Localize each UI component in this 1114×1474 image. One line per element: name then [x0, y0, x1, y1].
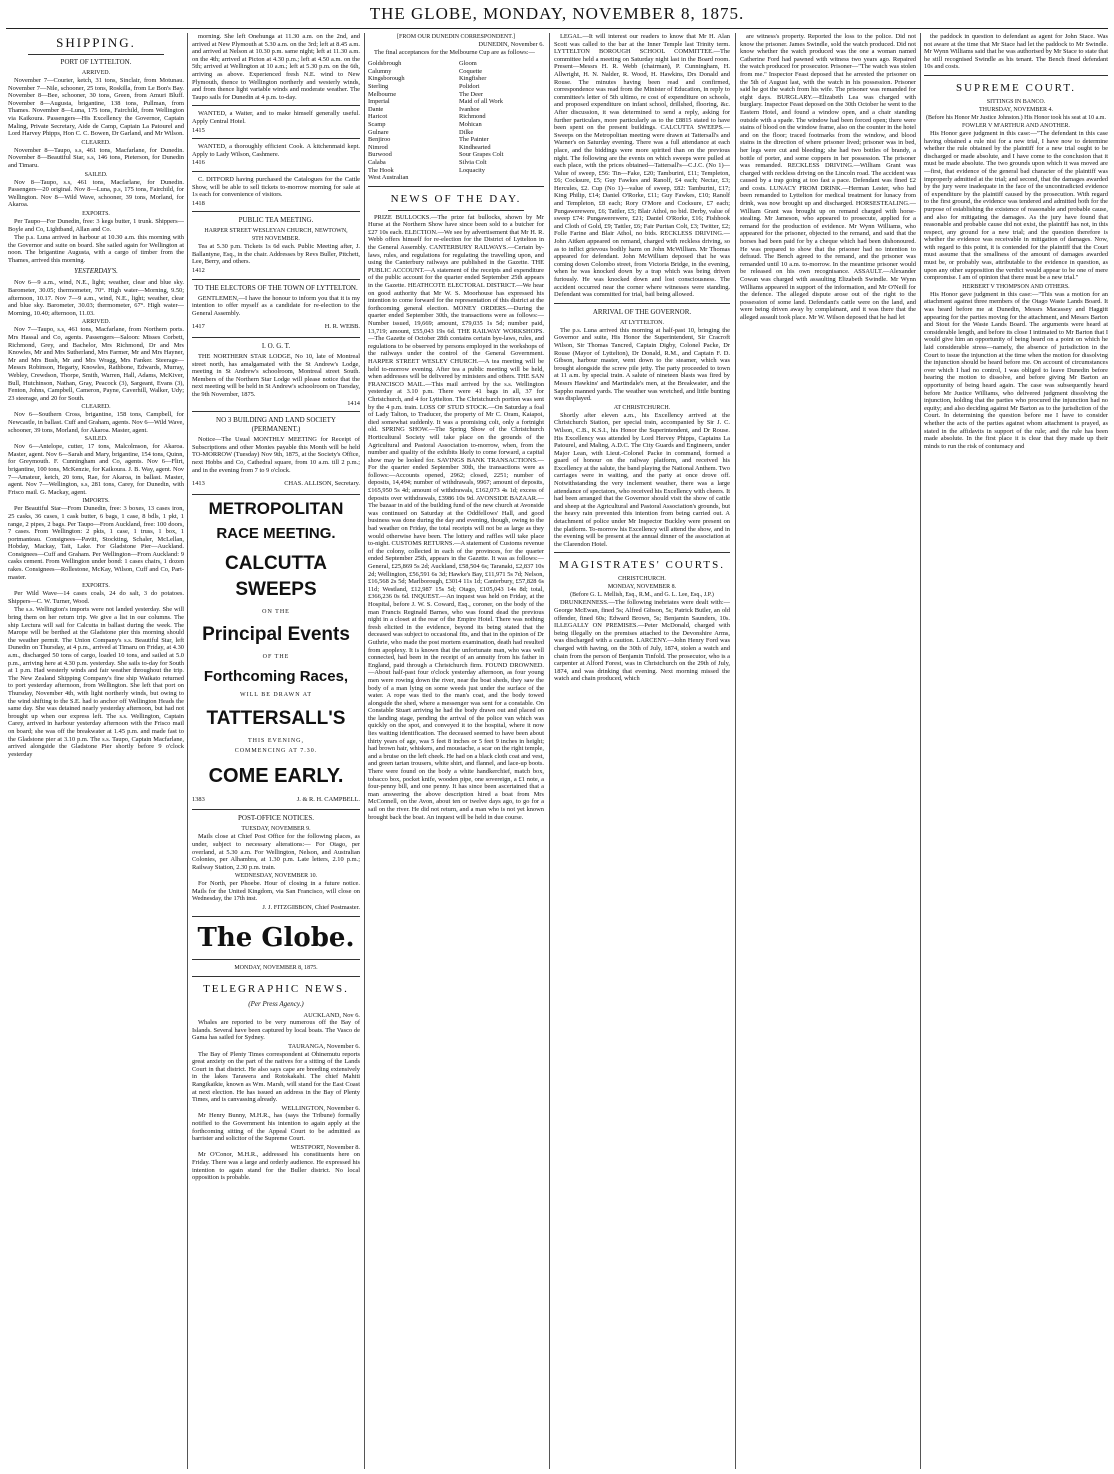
telegram-text: The Bay of Plenty Times correspondent at Ohinemutu reports great anxiety on the part of the natives for a sitting of the Lands Court in that district. He also says cape are breeding extensively in the lakes Tarawera and Rotokakahi. The chief Mahiti Rangikaikie, known as Wm. Marsh, will stand for the East Coast at next election. He has issued an address in the Bay of Plenty Times, and is canvassing already. [192, 1050, 360, 1104]
electors-signature: H. R. WEBB. [324, 323, 360, 331]
advert-ditford [192, 176, 360, 207]
sailed-heading: SAILED. [84, 171, 108, 178]
advert-number: 1414 [347, 399, 360, 407]
column-rule [920, 33, 921, 1469]
governor-text: The p.s. Luna arrived this morning at half-past 10, bringing the Governor and suite, His Honor the Superintendent, Sir Cracroft Wilson, Sir Thomas Tancred, Captain Digby, Colonel Packe, Dr Rouse (Mayor of Lyttelton), Dr Donald, R.M., and Captain F. D. Gibson, harbour master, went down to the steamer, which was brought alongside the screw pile jetty. The party proceeded to town at 11 a.m. by special train. A salute of nineteen blasts was fired by Messrs Hawkins' and Martindale's men, at the Breakwater, and the Sappho manned yards. The weather was wretched, and little bunting was displayed. [554, 326, 730, 403]
race-advert-line: COME EARLY. [208, 764, 344, 787]
magistrates-heading: MAGISTRATES' COURTS. [558, 559, 725, 572]
column-courts [740, 33, 916, 1469]
cleared2-text: Nov 6—Southern Cross, brigantine, 158 tons, Campbell, for Newcastle, in ballast. Cuff and Graham, agents. Nov 6—Wild Wave, schooner, 39 tons, Morland, for Akaroa. Master, agent. [8, 411, 184, 434]
horse-name: The Deer [459, 90, 483, 98]
horse-name: Polidori [459, 82, 480, 90]
local-news-text: LEGAL.—It will interest our readers to know that Mr H. Alan Scott was called to the bar at the Inner Temple last Trinity term. LYTTELTON BOROUGH SCHOOL COMMITTEE.—The committee held a meeting on Saturday night last in the Board room. Present—Messrs H. R. Webb (chairman), P. Cunningham, H. Allwright, H. N. Nalder, R. Wood, H. Hawkins, Drs Donald and Rouse. The minutes having been read and confirmed, correspondence was read from the Minister of Education, in reply to committee's letter of 5th ultimo, re cost of expenditure on schools, and proposed expenditure on infant school, drillshed, flooring, &c. After discussion, it was determined to send a reply, asking for further particulars, more particularly as to the £8815 stated to have been spent on the present buildings. CALCUTTA SWEEPS.—Sweeps on the Metropolitan meeting were drawn at Tattersall's and Warner's on Saturday evening. There was a full attendance at each place, and the biddings were more spirited than on the previous night. The following are the events on which sweeps were pulled at each place, with the prices obtained—Tattersall's—C.J.C. (No 1)—Value of sweep, £56: Tin—Fake, £20; Tamburini, £11; Templeton, £6; Cocksure, £5; Guy Fawkes and Ranolf, £4 each; Nectar, £3; Hercules, £2. Cup (No 1)—value of sweep, £82: Tamburini, £17; King Philip, £14; Daniel O'Rorke, £11; Guy Fawkes, £10; Ranolf and Templeton, £8 each; Rory O'More and Cocksure, £7 each; Pungawerewere, £6; Tattler, £5; Blair Athol, no bid. Derby, value of sweep £74: Pungawerewere, £21; Daniel O'Rorke, £16; Fishhook and Cloth of Gold, £9; Tattler, £6; Fair Puritan Colt, £3; Twitter, £2; Folle Farine and Blair Athol, no bids. RECKLESS DRIVING.—John Aitken appeared on remand, charged with reckless driving, so as to inflict grievous bodily harm on John McWilliam. Mr Thomas appeared for defendant. John McWilliam deposed that he was coming down Colombo street, from Victoria Bridge, in the evening, when he was knocked down by a trap which was being driven furiously. He was knocked down and lost consciousness. The accident occurred near the corner where witnesses were standing. Defendant was committed for trial, bail being allowed. [554, 33, 730, 299]
horse-name: Calaba [368, 158, 386, 166]
exports2-heading: EXPORTS. [82, 583, 110, 590]
yesterday-arrived-text: Nov 7—Taupo, s.s, 461 tons, Macfarlane, from Northern ports. Mrs Hassal and Co, agents. Passengers—Saloon: Misses Corbett, Richmond, Grey, and Bachelor, Mrs Richmond, Dr and Mrs Knowles, Mr and Mrs Sutherland, Mrs Farmer, Mr and Mrs Hayner, Mr and Mrs Bush, Mr and Mrs Wragg, Mrs Fanker. Steerage—Messrs Robinson, Hegarty, Knowles, Rathbone, Edwards, Murray, Webley, Crewdson, Thorpe, Smith, Warren, Hall, Adams, McKiver, Bull, Hutchinson, Nathan, Gray, Peacock (3), Sargeant, Evans (3), Fenton, Johns, Campbell, Cameron, Payne, Caverhill, Walker, Udy; 23 steerage, and 20 for South. [8, 326, 184, 402]
column-rule [735, 33, 736, 1469]
magistrates-place: CHRISTCHURCH. [618, 576, 666, 583]
magistrates-date: MONDAY, NOVEMBER 8. [607, 584, 677, 591]
column-adverts [192, 33, 360, 1469]
horse-name: Sterling [368, 82, 389, 90]
case-text: His Honor gave judgment in this case:—"This was a motion for an attachment against three members of the Otago Waste Lands Board. It was heard before me at Dunedin, Messrs Macassey and Haggitt appearing for the parties moving for the attachment, and Messrs Barton and Stout for the Waste Lands Board. The arguments were heard at considerable length, and before its close I intimated to Mr Barton that I would give him an opportunity of being heard on a point on which he laid considerable stress—namely, the absence of jurisdiction in the Court to issue the injunction at the time when the motion for dissolving the injunction should be heard before me. On account of circumstances over which I had no control, I was obliged to leave Dunedin before hearing the motion to dissolve, and before giving Mr Barton an opportunity of being heard again. The case was subsequently heard before Mr Justice Williams, who delivered judgment dissolving the injunction, holding that the parties who procured the injunction had no equity; and also deciding against Mr Barton as to the jurisdiction of the Court. In determining the question before me I have to consider whether the acts of the parties against whom attachment is prayed, as stated in the affidavits in support of the rule; and the rule has been made absolute. In the first place it is clear that they made up their minds to run the risk of contumacy and [924, 290, 1108, 450]
race-advert-footer [192, 796, 360, 804]
advert-number: 1417 [192, 323, 205, 331]
post-office-heading: POST-OFFICE NOTICES. [238, 814, 314, 823]
divider [192, 337, 360, 338]
building-society-footer [192, 480, 360, 488]
horse-name: Kingsborough [368, 75, 405, 83]
advert-number: 1383 [192, 795, 205, 803]
imports-heading: IMPORTS. [82, 498, 110, 505]
horse-name: The Painter [459, 136, 489, 144]
horse-name: Ivanhoe [459, 105, 480, 113]
exports-text: Per Taupo—For Dunedin, free: 3 kegs butter, 1 trunk. Shippers—Boyle and Co, Lightband, Allan and Co. [8, 217, 184, 233]
electors-text: GENTLEMEN,—I have the honour to inform you that it is my intention to offer myself as a candidate for re-election to the General Assembly. [192, 294, 360, 317]
horse-name: Benjiroo [368, 136, 391, 144]
melbourne-cup-acceptances [368, 60, 544, 182]
horse-name: The Hook [368, 166, 394, 174]
case-text: His Honor gave judgment in this case:—"The defendant in this case having obtained a rule nisi for a new trial, I have now to determine whether the rule obtained by the plaintiff for a new trial ought to be discharged or made absolute, and I have come to the conclusion that it must be made absolute. The two grounds upon which it was moved are—first, that evidence of the general bad character of the plaintiff was improperly admitted at the trial; and second, that the damages awarded by the jury were inadequate in the face of the uncontradicted evidence of expenditure by the plaintiff caused by the prosecution. With regard to the first ground, the evidence was tendered and admitted both for the purpose of establishing the existence of reasonable and probable cause, and also for mitigating the damages. As the jury have found that reasonable and probable cause did not exist, the plaintiff has not, in this respect, any ground for a new trial; and the question therefore is whether the evidence was receivable in mitigation of damages. Now, with regard to this point, it is contended for the plaintiff that the Court must assume that the smallness of the amount of damages awarded must be, or probably was, attributable to the evidence in question, as upon any other supposition the verdict would appear to be one of mere compromise. I am of opinion that there must be a new trial." [924, 129, 1108, 282]
horse-name: Dante [368, 105, 384, 113]
supreme-court-bench: (Before his Honor Mr Justice Johnston.) His Honor took his seat at 10 a.m. [926, 114, 1106, 121]
divider [554, 552, 730, 553]
horse-list-right [459, 60, 544, 182]
magistrates-bench: (Before G. L. Mellish, Esq., R.M., and G. L. Lee, Esq., J.P.) [570, 592, 714, 599]
yesterday-weather: Nov 6—9 a.m., wind, N.E., light; weather, clear and blue sky. Barometer, 30.05; thermometer, 70°. High water—Morning, 9.50; afternoon, 10.17. Nov 7—9 a.m., wind, N.E., light; weather, clear and blue sky. Barometer, 30.03; thermometer, 67°. High water—Morning, 10.40; afternoon, 11.03. [8, 279, 184, 317]
divider [924, 75, 1108, 76]
divider [28, 54, 164, 55]
divider [192, 411, 360, 412]
tea-text: Tea at 5.30 p.m. Tickets 1s 6d each. Public Meeting after, J. Ballantyne, Esq., in the chair. Addresses by Revs Buller, Pitchett, Lee, Berry, and others. [192, 243, 360, 266]
advert-number: 1415 [192, 126, 205, 134]
telegram-text: Mr Henry Bunny, M.H.R., has (says the Tribune) formally notified to the Government his intention to again apply at the forthcoming sitting of the Appeal Court to be admitted as barrister and solicitor of the Supreme Court. [192, 1112, 360, 1143]
horse-name: Mohican [459, 120, 482, 128]
advert-text: WANTED, a Waiter, and to make himself generally useful. Apply Central Hotel. [192, 110, 360, 125]
divider [368, 186, 544, 187]
dunedin-dateline: DUNEDIN, November 6. [478, 41, 544, 48]
divider [192, 976, 360, 977]
race-advert-line: Principal Events [202, 624, 350, 646]
race-advert-line: RACE MEETING. [216, 524, 336, 542]
advert-cook [192, 143, 360, 167]
telegram-place: WESTPORT, November 8. [290, 1143, 360, 1151]
masthead-rule [6, 28, 1108, 29]
advert-number: 1416 [192, 159, 205, 167]
divider [554, 303, 730, 304]
horse-name: Gulnare [368, 128, 389, 136]
shipping-notes: The p.s. Luna arrived in harbour at 10.30 a.m. this morning with the Governor and suite on board. She sailed again for Wellington at noon. The brigantine Augusta, with a cargo of timber from the Thames, arrived this morning. [8, 234, 184, 264]
divider [192, 279, 360, 280]
dateline: MONDAY, NOVEMBER 8, 1875. [234, 964, 318, 971]
race-advert-line: Forthcoming Races, [203, 667, 349, 685]
yesterday-arrived-heading: ARRIVED. [81, 319, 111, 326]
divider [192, 916, 360, 917]
case-title: FOWLER V M'ARTHUR AND ANOTHER. [961, 122, 1070, 129]
horse-name: Scamp [368, 120, 386, 128]
race-advert-line: CALCUTTA SWEEPS [224, 552, 327, 600]
horse-name: Richmond [459, 113, 486, 121]
horse-name: Dilke [459, 128, 474, 136]
divider [192, 494, 360, 495]
advert-number: 1418 [192, 199, 205, 207]
telegram-text: Whales are reported to be very numerous off the Bay of Islands. Several have been captured by local boats. The Vasco de Gama has sailed for Sydney. [192, 1019, 360, 1042]
column-rule [187, 33, 188, 1469]
telegram-text: Mr O'Conor, M.H.R., addressed his constituents here on Friday. There was a large and orderly audience. He expressed his intention to again stand for the Buller district. No local opposition is probable. [192, 1151, 360, 1182]
post-office-date: WEDNESDAY, NOVEMBER 10. [234, 873, 318, 880]
building-society-heading: NO 3 BUILDING AND LAND SOCIETY (PERMANENT.) [216, 416, 336, 434]
horse-name: Coquette [459, 67, 483, 75]
telegram-place: AUCKLAND, Nov 6. [303, 1011, 360, 1019]
newspaper-logo: The Globe. [197, 922, 355, 953]
supreme-court-date: THURSDAY, NOVEMBER 4. [978, 106, 1053, 113]
race-advert-line: TATTERSALL'S [206, 707, 346, 729]
race-advert-signature: J. & R. H. CAMPBELL. [296, 795, 360, 803]
advert-text: WANTED, a thoroughly efficient Cook. A kitchenmaid kept. Apply to Lady Wilson, Cashmere. [192, 143, 360, 158]
horse-list-left [368, 60, 453, 182]
race-advert-small: WILL BE DRAWN AT [239, 691, 313, 698]
horse-name: Nimrod [368, 143, 388, 151]
divider [388, 210, 524, 211]
news-heading: NEWS OF THE DAY. [390, 192, 522, 205]
news-text: PRIZE BULLOCKS.—The prize fat bullocks, shown by Mr Hurse at the Northern Show have since been sold to a butcher for £27 10s each. ELECTION.—We see by advertisement that Mr H. R. Webb offers himself for re-election for the District of Lyttelton in the General Assembly. CANTERBURY RAILWAYS.—Certain by-laws, rules, and regulations for regulating the travelling upon, and using the Canterbury railways are published in the Gazette. THE PUBLIC ACCOUNT.—A statement of the receipts and expenditure of the public account for the quarter ended September 25th appears in the Gazette. HEATHCOTE ELECTORAL DISTRICT.—We hear on good authority that Mr W. S. Moorhouse has expressed his intention to come forward for the representation of this district at the forthcoming general election. MONEY ORDERS.—During the quarter ended September 30th, the transactions were as follows:—Number issued, 19,669; amount, £79,035 1s 5d; number paid, 13,719; amount, £55,043 19s 6d. THE RAILWAY WORKSHOPS.—The Gazette of October 28th contains certain bye-laws, rules, and regulations to be observed by persons employed in the workshops of the railways under the control of the General Government. HARPER STREET WESLEY CHURCH.—A tea meeting will be held to-morrow evening. After tea a public meeting will be held, when addresses will be delivered by ministers and others. THE SAN FRANCISCO MAIL.—This mail arrived by the s.s. Wellington yesterday at 3.10 p.m. There were 41 bags in all, 37 for Christchurch, and 4 for Lyttelton. The Christchurch portion was sent by the 4 p.m. train. LOSS OF STUD STOCK.—On Saturday a foal of Lady Talton, to Traducer, the property of Mr C. Oram, Kaiapoi, died somewhat suddenly. It was a promising colt, only a fortnight old. SPRING SHOW.—The Spring Show of the Christchurch Horticultural Society will take place on the grounds of the Agricultural and Pastoral Association to-morrow, when, from the number and quality of the exhibits likely to come forward, a capital show may be looked for. SAVINGS BANK TRANSACTIONS.—For the quarter ended September 30th, the transactions were as follows:—Accounts opened, 2962; closed, 2251; number of deposits, 14,494; number of withdrawals, 9967; amount of deposits, £165,950 5s 4d; amount of withdrawals, £162,073 4s 1d; excess of deposits over withdrawals, £3986 10s 9d. AVONSIDE BAZAAR.—The bazaar in aid of the building fund of the new church at Avonside was continued on Saturday at the Oddfellows' Hall, and good business was done during the day and evening, though, owing to the bad weather on Friday, the total receipts will not be as large as they would otherwise have been. The lottery and raffles will take place to-night. CUSTOMS RETURNS.—A statement of Customs revenue of the colony, collected in each of the provinces, for the quarter ended September 25th, appears in the Gazette. It was as follows:—General, £25,869 5s 2d; Auckland, £58,504 6s; Taranaki, £2,837 10s 2d; Wellington, £56,591 6s 3d; Hawke's Bay, £11,971 5s 7d; Nelson, £16,568 2s 5d; Marlborough, £3014 11s 1d; Canterbury, £57,828 6s 11d; Westland, £12,987 15s 5d; Otago, £105,043 14s 8d; total, £366,236 0s 6d. INQUEST.—An inquest was held on Friday, at the Hospital, before J. W. S. Coward, Esq., coroner, on the body of the man Francis Reginald Barnes, who was found dead the previous night in a closet at the rear of the Empire Hotel. There was nothing fresh elicited in the evidence, beyond its being stated that the deceased was subject to occasional fits, and that in the opinion of Dr Guthrie, who made the post mortem examination, death had resulted from apoplexy. It is known that the unfortunate man, who was well connected, had been in the receipt of an annuity from his father in England, paid through a Christchurch firm. FOUND DROWNED.—About half-past four o'clock yesterday afternoon, as four young men were rowing down the river, near the boat sheds, they saw the body of a man lying on some weeds just under the surface of the water. A rope was tied to the man's coat, and the body towed alongside the shed, where a messenger was sent for a constable. On Constable Stuart arriving he had the body drawn out and placed on the landing stage, pending the arrival of the police van which was quickly on the spot, and conveyed it to the hospital, where it now lies waiting identification. The deceased seemed to have been about thirty years of age, was 5 feet 8 inches or 5 feet 9 inches in height; had brown hair, whiskers, and moustache, a scar on the right temple, and a bruise on the left cheek. He had on a black cloth coat and vest, and green tartan trousers, white shirt, and flannel, and lace-up boots. There were found on the body a white handkerchief, match box, tobacco box, pocket knife, wooden pipe, one sovereign, a £1 note, a four-penny bill, and one penny. It has since been ascertained that a man answering the above description hired a boat from Mrs McConnell, on the Avon, about ten or twelve days ago, to go for a sail on the river. He did not return, and a man who is not yet known brought back the boat. An inquest will be held in due course. [368, 213, 544, 821]
exports2-text: Per Wild Wave—14 cases coals, 24 do salt, 3 do potatoes. Shippers—C. W. Turner, Wood. [8, 590, 184, 605]
shipping-closing: The s.s. Wellington's imports were not landed yesterday. She will bring them on her return trip. We give a list in our columns. The ship Lectura will sail for Calcutta in ballast during the week. The Marope will be berthed at the Gladstone pier this morning should the weather permit. The Union Company's s.s. Beautiful Star, left Dunedin on Thursday, at 4 p.m., arrived at Timaru on Friday, at 4.30 a.m., discharged 50 tons of cargo, loaded 10 tons, and sailed at 5.0 p.m., arriving here at 4.30 p.m. yesterday. She sails to-day for South at 1 p.m. Had westerly winds and fair weather throughout the trip. The New Zealand Shipping Company's fine ship Waikato returned to port yesterday afternoon, from Wellington. She left that port on Thursday, November 4th, with light northerly winds, but owing to the wind shifting to the S.E. had to anchor off Wellington Heads the same day. She was detained nearly yesterday afternoon, but had not brought up when our express left. The s.s. Wellington, Captain Carey, arrived in harbour yesterday afternoon with the Frisco mail on board; she was off the breakwater at 1.45 p.m. and made fast to the Gladstone pier at 3.10 p.m. The s.s. Taupo, Captain Macfarlane, arrived alongside the Gladstone Pier shortly before 9 o'clock yesterday [8, 606, 184, 758]
divider [192, 105, 360, 106]
horse-name: Silvia Colt [459, 158, 487, 166]
sailed2-text: Nov 6—Antelope, cutter, 17 tons, Malcolmson, for Akaroa. Master, agent. Nov 6—Sarah and Mary, brigantine, 154 tons, Quinn, for Greymouth. F. Cunningham and Co, agents. Nov 6—Flirt, brigantine, 100 tons, McKenzie, for Kaikoura. J. B. Way, agent. Nov 7—Amateur, ketch, 20 tons, Rae, for Akaroa, in ballast. Master, agent. Nov 7—Wellington, s.s, 281 tons, Carey, for Dunedin, with Frisco mail. G. Mackay, agent. [8, 443, 184, 496]
arrived-heading: ARRIVED. [81, 70, 111, 76]
race-advert-small: OF THE [262, 654, 290, 661]
port-heading: PORT OF LYTTELTON. [60, 58, 132, 66]
telegram-place: WELLINGTON, November 6. [281, 1104, 360, 1112]
supreme-court-heading: SUPREME COURT. [955, 81, 1077, 94]
page-masthead: THE GLOBE, MONDAY, NOVEMBER 8, 1875. [369, 4, 745, 23]
horse-name: West Australian [368, 174, 409, 182]
column-news [368, 33, 544, 1469]
column-local [554, 33, 730, 1469]
advert-number: 1412 [192, 267, 205, 275]
horse-name: Goldsbrough [368, 60, 402, 68]
courts-text: are witness's property. Reported the loss to the police. Did not know the prisoner. James Swindle, sold the watch produced. Did not know whether the watch produced was the one a woman named Catherine Ford had pawned with witness two years ago. Repaired the watch produced for prosecutor. Prisoner—"The watch was stolen from me." Inspector Feast deposed that he arrested the prisoner on the 5th of August last, with the watch in his possession. Prisoner said he got the watch from his wife. The prisoner was remanded for eight days. BURGLARY.—Elizabeth Lea was charged with burglary. Inspector Feast deposed on the 30th October he went to the Eastern Hotel, and found a window open, and a chair standing outside with a spade. The window had been forced open; there were stains of blood on the window frame, also on the counter in the hotel and on the floor; traced footmarks from the window, and blood stains in the direction of where prisoner lived; prisoner was in bed, her legs were cut and bleeding; she had two bottles of brandy, a bottle of porter, and some coppers in her possession. The prisoner was remanded. RECKLESS DRIVING.—William Grant was charged with reckless driving on the Lincoln road. The accident was caused by a trap going at too fast a pace. Defendant was fined £2 and costs. LUNACY FROM DRINK.—Herman Lester, who had been remanded to Lyttelton for medical treatment for lunacy from drink, was now brought up and discharged. HORSESTEALING.—William Grant was brought up on remand charged with horse-stealing. Mr Jameson, who appeared to prosecute, applied for a remand for the production of evidence. Mr Wynn Williams, who appeared for the prisoner, objected to the remand, and said that the horses had been paid for by a cheque which had been dishonoured. He was prepared to show that the prisoner had no intention to defraud. The Bench agreed to the remand, and the prisoner was remanded until 10 a.m. to-morrow. In the meantime prisoner would be released on his own recognisance. ASSAULT.—Alexander Cowan was charged with assaulting Elizabeth Swindle. Mr Wynn Williams appeared in support of the information, and Mr O'Neill for the defence. The alleged dispute arose out of the right to the possession of some land. Defendant's cattle were on the land, and were being driven away by complainant, and it was there that the alleged assault took place. Mr W. Wilson deposed that he had let [740, 33, 916, 321]
divider [192, 211, 360, 212]
yesterday-heading: YESTERDAY'S. [74, 267, 118, 276]
tea-date: 9TH NOVEMBER. [252, 236, 300, 243]
divider [192, 138, 360, 139]
race-advert-small: ON THE [262, 608, 290, 615]
column-rule [364, 33, 365, 1469]
race-advert-small: THIS EVENING, [248, 737, 304, 744]
race-advert-small: COMMENCING AT 7.30. [234, 748, 318, 755]
advert-number: 1413 [192, 480, 205, 488]
post-office-text: Mails close at Chief Post Office for the following places, as under, subject to necessary alterations:— For Otago, per overland, at 5.30 a.m. For Wellington, Nelson, and Australian Colonies, per Alhambra, at 1.30 p.m. Late letters, 2.10 p.m.; Railway Station, 2.30 p.m. train. [192, 833, 360, 871]
tea-heading: PUBLIC TEA MEETING. [238, 216, 314, 225]
divider [192, 959, 360, 960]
horse-name: Maid of all Work [459, 98, 503, 106]
cleared-heading: CLEARED. [81, 139, 111, 146]
governor-text: Shortly after eleven a.m., his Excellency arrived at the Christchurch Station, per special train, accompanied by Sir J. C. Wilson, C.B., K.S.I., his Honor the Superintendent, and Dr Rouse. His Excellency was attended by Lord Hervey Phipps, Captains La Patourel, and Maling, A.D.C. The City Guards and Engineers, under Major Lean, with Lieut.-Colonel Packe in command, formed a guard of honour on the railway platform, and received his Excellency at the salute, the band playing the National Anthem. Two carriages were in waiting, and the party at once drove off. Notwithstanding the very inclement weather, there was a large attendance of spectators, who received his Excellency with cheers. It had been arranged that the Governor should visit the show of cattle and sheep at the Agricultural and Pastoral Association's grounds, but the heavy rain prevented this intention from being carried out. A detachment of police under Mr Inspector Buckley were present on the platform. To-morrow his Excellency will attend the show, and in the evening will be present at the annual dinner of the association at the Clarendon Hotel. [554, 411, 730, 548]
sailed2-heading: SAILED. [84, 436, 108, 443]
case-title: HERBERT V THOMPSON AND OTHERS. [962, 283, 1070, 290]
advert-text: C. DITFORD having purchased the Catalogues for the Cattle Show, will be able to sell tickets to-morrow morning for sale at 1s each for convenience of visitors. [192, 175, 360, 199]
building-society-text: Notice—The Usual MONTHLY MEETING for Receipt of Subscriptions and other Monies payable this Month will be held TO-MORROW (Tuesday) Nov 9th, 1875, at the Society's Office, next Hobbs and Co, Cathedral square, from 10 a.m. till 2 p.m.; and in the evening from 7 to 9 o'clock. [192, 436, 360, 474]
imports-text: Per Beautiful Star—From Dunedin, free: 3 boxes, 13 cases iron, 25 casks, 36 cases, 1 cask butter, 6 bags, 1 case, 8 bdls, 1 pkt, 1 range, 2 pipes, 2 bags. Per Taupo—From Auckland, free: 100 doors, 7 cases. From Wellington: 2 pkts, 1 case, 1 truss, 1 box, 1 portmanteau. Consignees—Pavitt, Stockting, Schaler, McLellan, Hobday, Mackay, Tait, Lake. For Gladstone Pier—Auckland. Consignees—Cuff and Graham. Per Wellington—From Auckland: 9 casks cement. From Wellington under bond: 1 cases chairs, 1 dozen rakes. Consignees—Rollestone, McKay, Wilson, Cuff and Co, Part-master. [8, 505, 184, 581]
advert-waiter [192, 110, 360, 134]
column-shipping [8, 33, 184, 1469]
governor-subheading: AT LYTTELTON. [620, 319, 664, 326]
dunedin-intro: The final acceptances for the Melbourne Cup are as follows:— [374, 48, 535, 56]
iogt-text: THE NORTHERN STAR LODGE, No 10, late of Montreal street north, has amalgamated with the St Andrew's Lodge, meeting in St Andrew's schoolroom, Montreal street South. Members of the Northern Star Lodge will please notice that the next meeting will be held in St Andrew's schoolroom on Tuesday, the 9th November, 1875. [192, 353, 360, 398]
horse-name: Gloom [459, 60, 477, 68]
horse-name: Kindhearted [459, 143, 491, 151]
exports-heading: EXPORTS. [82, 210, 110, 217]
shipping-title: SHIPPING. [56, 35, 136, 50]
cleared-text: November 8—Taupo, s.s, 461 tons, Macfarlane, for Dunedin. November 8—Beautiful Star, s.s, 146 tons, Pieterson, for Dunedin and Timaru. [8, 146, 184, 169]
sailed-text: Nov 8—Taupo, s.s, 461 tons, Macfarlane, for Dunedin. Passengers—20 original. Nov 8—Luna, p.s, 175 tons, Fairchild, for Wellington. Nov 8—Wild Wave, schooner, 39 tons, Morland, for Akaroa. [8, 178, 184, 209]
electors-footer [192, 323, 360, 331]
tea-subheading: HARPER STREET WESLEYAN CHURCH, NEWTOWN, [204, 228, 348, 235]
divider [192, 171, 360, 172]
horse-name: Loquacity [459, 166, 485, 174]
cleared2-heading: CLEARED. [81, 404, 111, 411]
telegraphic-source: (Per Press Agency.) [248, 999, 304, 1008]
horse-name: Sour Grapes Colt [459, 151, 504, 159]
column-supreme-court [924, 33, 1108, 1469]
electors-heading: TO THE ELECTORS OF THE TOWN OF LYTTELTON. [194, 283, 358, 292]
governor-heading: ARRIVAL OF THE GOVERNOR. [592, 307, 692, 316]
supreme-court-subheading: SITTINGS IN BANCO. [986, 98, 1046, 105]
horse-name: Calumny [368, 67, 392, 75]
governor-subheading: AT CHRISTCHURCH. [613, 404, 671, 411]
column-rule [549, 33, 550, 1469]
horse-name: Haricot [368, 113, 388, 121]
horse-name: Melbourne [368, 90, 397, 98]
horse-name: Imperial [368, 98, 390, 106]
shipping-continued: morning. She left Onehunga at 11.30 a.m. on the 2nd, and arrived at New Plymouth at 5.30 a.m. on the 3rd; left at 8.45 a.m. and arrived at Nelson at 10.30 p.m. same night; left at 11.30 a.m. on the 4th; arrived at Picton at 4.30 p.m.; left at 4.50 a.m. on the 5th; arrived at Wellington at 10 a.m.; left at 5.30 p.m. on the 6th, arriving as above. Experienced fresh N.E. wind to New Plymouth, thence to Wellington northerly and westerly winds, and from thence light variable winds and moderate weather. The Taupo sails for Dunedin at 4 p.m. to-day. [192, 33, 360, 101]
building-society-signature: CHAS. ALLISON, Secretary. [284, 480, 360, 488]
divider [192, 809, 360, 810]
horse-name: Burwood [368, 151, 392, 159]
arrived-text: November 7—Courier, ketch, 31 tons, Sinclair, from Motunau. November 7—Nile, schooner, 25 tons, Roskilla, from Le Bon's Bay. November 8—Bee, schooner, 30 tons, Green, from Amuri Bluff. November 8—Augusta, brigantine, 138 tons, Pullman, from Thames. November 8—Luna, 175 tons, Fairchild, from Wellington via Kaikoura. Passengers—His Excellency the Governor, Captain Maling, Private Secretary, Aide de Camp, Captain La Patourel and Lord Harvey Phipps, Hon C. C. Bowen, Dr Garland, and Mr Wilson. [8, 77, 184, 138]
post-office-date: TUESDAY, NOVEMBER 9. [241, 826, 311, 833]
courts-continued: the paddock in question to defendant as agent for John Stace. Was not aware at the time that Mr Stace had let the paddock to Mr Swindle. Mr Wynn Williams said that he was authorised by Mr Stace to state that he still recognised Swindle as his tenant. The Bench fined defendant 10s and costs. [924, 33, 1108, 71]
magistrates-text: DRUNKENNESS.—The following inebriates were dealt with:—George McEwan, fined 5s; Alfred Gibson, 5s; Patrick Butler, an old offender, fined 60s; Edward Brown, 5s; Benjamin Saunders, 10s. ILLEGALLY ON PREMISES.—Peter McDonald, charged with being illegally on the premises attached to the Devonshire Arms, was discharged with a caution. LARCENY.—John Henry Ford was charged with having, on the 30th of July, 1874, stolen a watch and chain from the person of Benjamin Tinfold. The prosecutor, who is a carpenter at Alford Forest, was in Christchurch on the 29th of July, 1874, and was drinking that evening. Next morning missed the watch and chain produced, which [554, 599, 730, 683]
iogt-heading: I. O. G. T. [261, 342, 291, 351]
telegram-place: TAURANGA, November 6. [288, 1043, 360, 1051]
telegraphic-heading: TELEGRAPHIC NEWS. [203, 982, 349, 995]
horse-name: Kingfisher [459, 75, 487, 83]
post-office-text: For North, per Phoebe. Hour of closing in a future notice. Mails for the United Kingdom, via San Francisco, will close on Wednesday, the 17th inst. [192, 880, 360, 903]
dunedin-source: [FROM OUR DUNEDIN CORRESPONDENT.] [397, 34, 515, 40]
post-office-signature: J. J. FITZGIBBON, Chief Postmaster. [262, 904, 360, 912]
race-advert-line: METROPOLITAN [208, 498, 344, 518]
